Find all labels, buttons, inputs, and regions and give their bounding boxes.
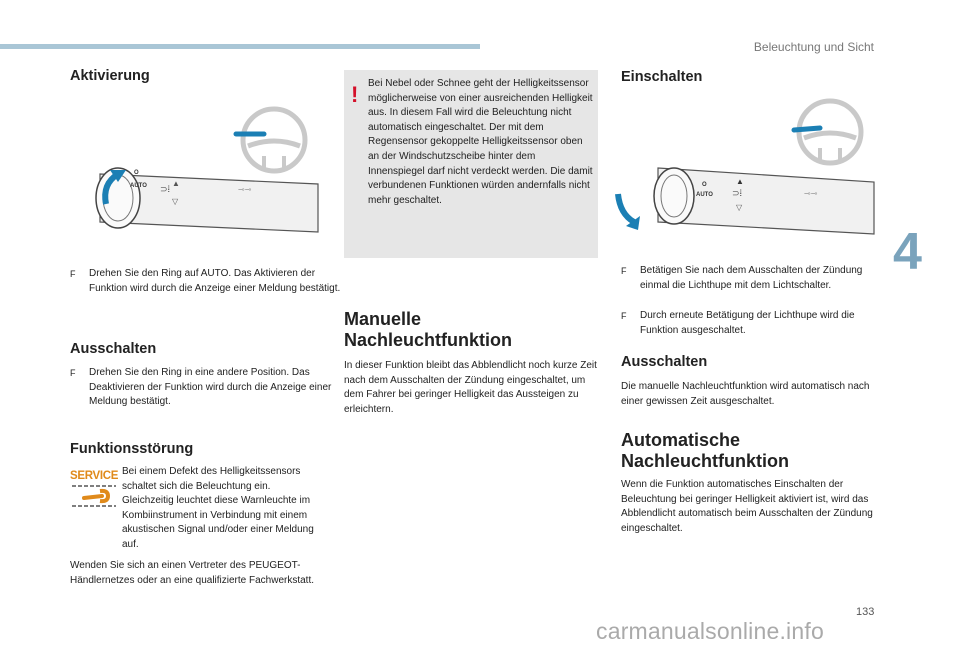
- stalk-auto-label: AUTO: [130, 183, 147, 189]
- warning-box: [344, 70, 598, 258]
- flash-arrow: [618, 194, 634, 222]
- steering-wheel-icon: [243, 109, 305, 171]
- heading-automatische-nachleuchtfunktion: Automatische Nachleuchtfunktion: [621, 430, 790, 471]
- funktionsstoerung-text: Bei einem Defekt des Helligkeitssensors schaltet sich die Beleuchtung ein. Gleichzeitig leuchtet diese Warnleuchte im Kombiinstrument in Verbindung mit einem akustischen Signal und/oder einer Meldung auf.: [122, 466, 314, 550]
- heading-manuelle-nachleuchtfunktion: Manuelle Nachleuchtfunktion: [344, 309, 513, 350]
- stalk-position-marker: [794, 128, 820, 130]
- svg-text:▽: ▽: [172, 197, 179, 206]
- stalk-auto-label: AUTO: [696, 192, 713, 198]
- svg-text:▽: ▽: [736, 203, 743, 212]
- figure-stalk-auto: [88, 100, 324, 236]
- light-stalk-icon: [654, 168, 874, 234]
- heading-einschalten: Einschalten: [621, 69, 703, 85]
- einschalten-bullet-2: F Durch erneute Betätigung der Lichthupe wird die Funktion ausgeschaltet.: [621, 310, 855, 336]
- bullet-marker: F: [621, 266, 627, 276]
- watermark: carmanualsonline.info: [596, 618, 824, 644]
- ausschalten-bullet: F Drehen Sie den Ring in eine andere Position. Das Deaktivieren der Funktion wird durch die Anzeige einer Meldung bestätigt.: [70, 367, 332, 408]
- svg-text:▲: ▲: [736, 177, 744, 186]
- bullet-marker: F: [621, 311, 627, 321]
- warning-text: Bei Nebel oder Schnee geht der Helligkeitssensor möglicherweise von einer ausreichenden Helligkeit aus. In diesem Fall wird die Beleuchtung nicht automatisch eingeschaltet. Der mit dem Regensensor gekoppelte Helligkeitssensor oben an der Windschutzscheibe hinter dem Innenspiegel darf nicht verdeckt werden. Die damit verbundenen Funktionen würden andernfalls nicht mehr geschaltet.: [368, 78, 593, 206]
- svg-text:⊸⊸: ⊸⊸: [238, 185, 252, 194]
- einschalten-bullet-1: F Betätigen Sie nach dem Ausschalten der Zündung einmal die Lichthupe mit dem Lichtschalter.: [621, 265, 863, 291]
- service-label: SERVICE: [70, 470, 119, 482]
- ausschalten-2-text: Die manuelle Nachleuchtfunktion wird automatisch nach einer gewissen Zeit ausgeschaltet.: [621, 381, 870, 407]
- svg-text:⊸⊸: ⊸⊸: [804, 189, 818, 198]
- heading-ausschalten: Ausschalten: [70, 341, 157, 357]
- wrench-icon: [70, 482, 118, 508]
- stalk-o-label: O: [134, 170, 139, 176]
- chapter-number: 4: [893, 223, 922, 281]
- figure-stalk-flash: [608, 98, 878, 238]
- heading-ausschalten-2: Ausschalten: [621, 354, 708, 370]
- funktionsstoerung-footer: Wenden Sie sich an einen Vertreter des PEUGEOT-Händlernetzes oder an eine qualifizierte Fachwerkstatt.: [70, 560, 315, 586]
- heading-funktionsstoerung: Funktionsstörung: [70, 441, 194, 457]
- heading-aktivierung: Aktivierung: [70, 68, 150, 84]
- section-title: Beleuchtung und Sicht: [753, 40, 874, 54]
- service-warning-icon: [70, 470, 118, 513]
- warning-icon: !: [351, 82, 359, 107]
- bullet-marker: F: [70, 368, 76, 378]
- svg-text:▲: ▲: [172, 179, 180, 188]
- page-number: 133: [856, 606, 875, 618]
- steering-wheel-icon: [799, 101, 861, 163]
- header-bar: [0, 44, 480, 49]
- svg-text:⊃ⵂ: ⊃ⵂ: [732, 188, 743, 198]
- automatische-text: Wenn die Funktion automatisches Einschalten der Beleuchtung bei geringer Helligkeit aktiviert ist, wird das Abblendlicht automatisch beim Ausschalten der Zündung eingeschaltet.: [621, 479, 873, 534]
- light-stalk-icon: [96, 168, 318, 232]
- manuelle-text: In dieser Funktion bleibt das Abblendlicht noch kurze Zeit nach dem Ausschalten der Zündung eingeschaltet, um dem Fahrer bei geringer Helligkeit das Aussteigen zu erleichtern.: [344, 360, 597, 415]
- bullet-marker: F: [70, 269, 76, 279]
- stalk-o-label: O: [702, 182, 707, 188]
- aktivierung-bullet: F Drehen Sie den Ring auf AUTO. Das Aktivieren der Funktion wird durch die Anzeige einer Meldung bestätigt.: [70, 268, 341, 294]
- svg-text:⊃ⵂ: ⊃ⵂ: [160, 184, 171, 194]
